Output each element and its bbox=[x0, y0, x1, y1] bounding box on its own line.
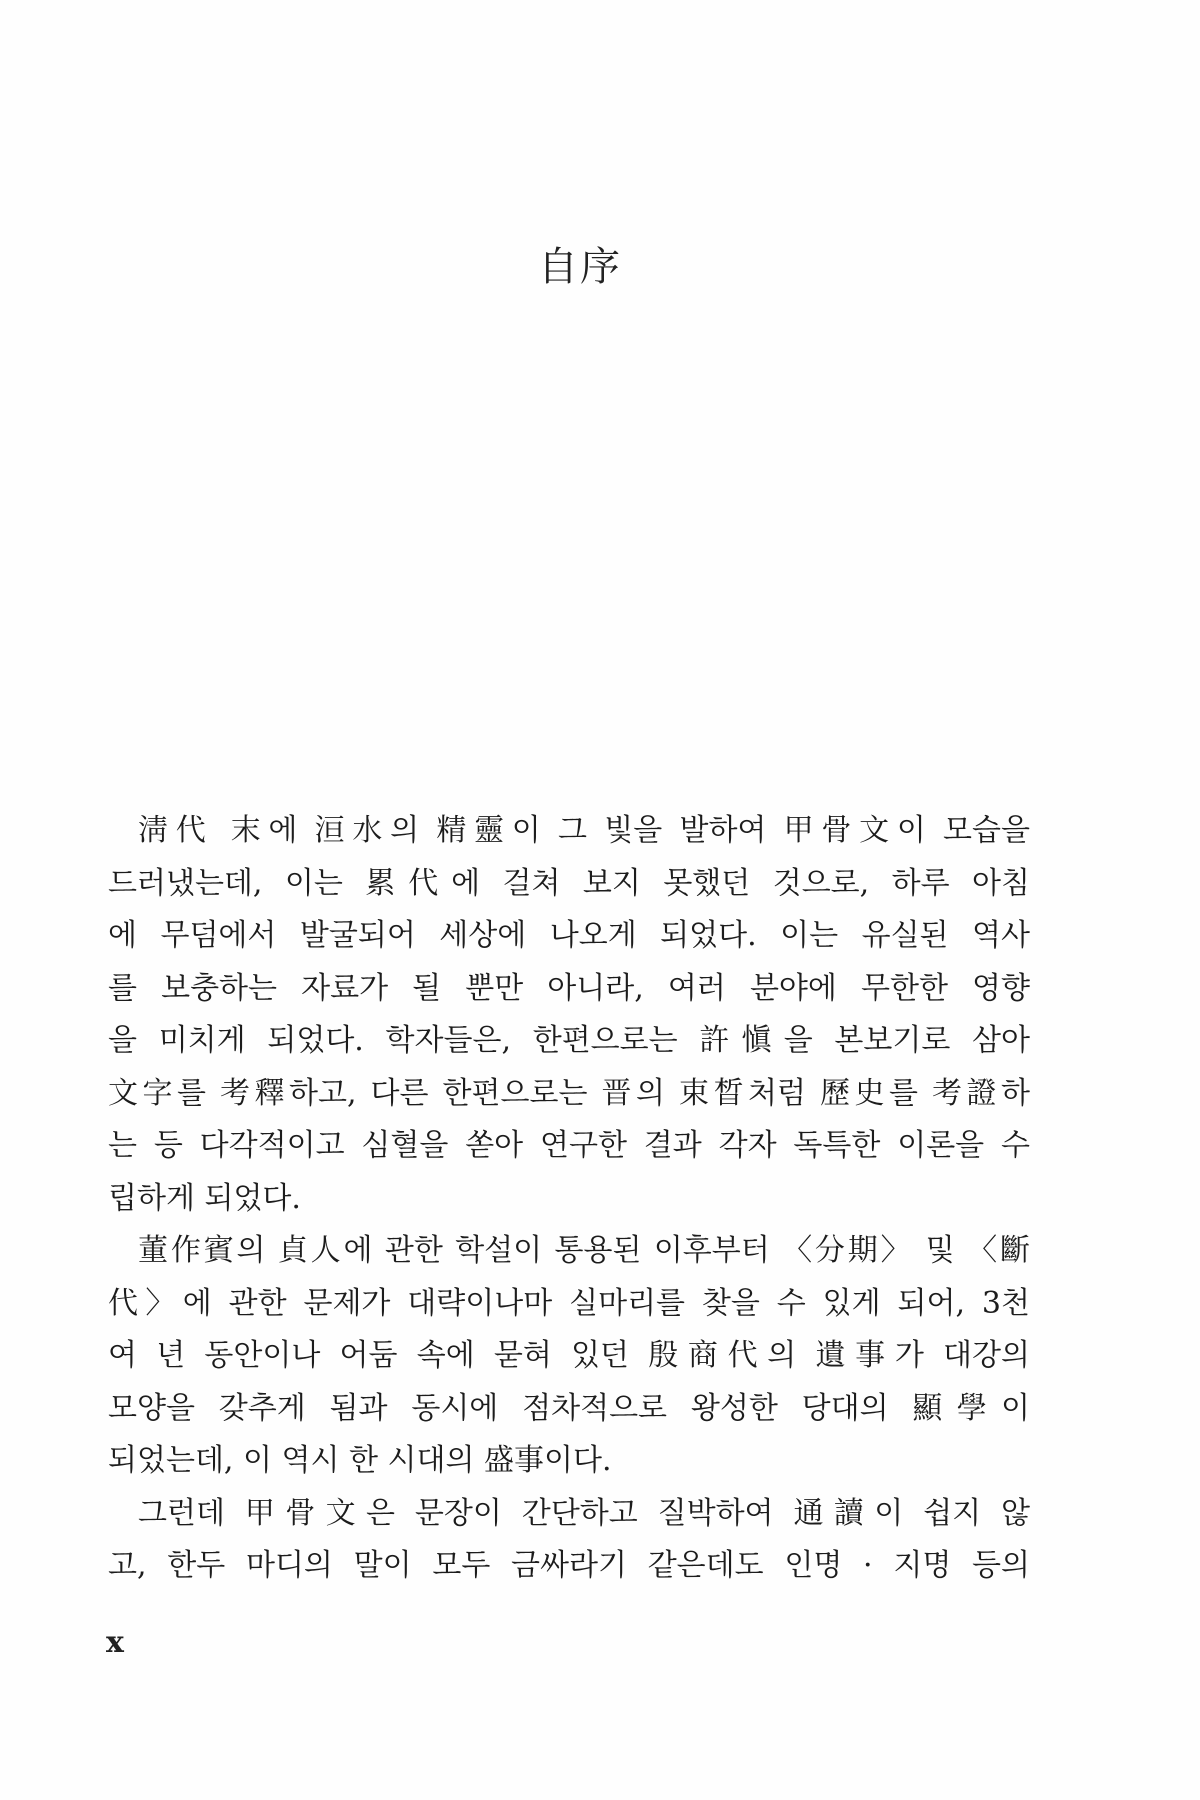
text-line: 文字를 考釋하고, 다른 한편으로는 晋의 束晳처럼 歷史를 考證하 bbox=[108, 1075, 1030, 1111]
text-line: 모양을 갖추게 됨과 동시에 점차적으로 왕성한 당대의 顯學이 bbox=[108, 1390, 1030, 1426]
text-line: 에 무덤에서 발굴되어 세상에 나오게 되었다. 이는 유실된 역사 bbox=[108, 918, 1030, 953]
page-title: 自序 bbox=[538, 244, 622, 290]
text-line: 淸代 末에 洹水의 精靈이 그 빛을 발하여 甲骨文이 모습을 bbox=[138, 813, 1030, 848]
text-line: 그런데 甲骨文은 문장이 간단하고 질박하여 通讀이 쉽지 않 bbox=[138, 1495, 1030, 1531]
text-line: 여 년 동안이나 어둠 속에 묻혀 있던 殷商代의 遺事가 대강의 bbox=[108, 1338, 1030, 1373]
text-line: 를 보충하는 자료가 될 뿐만 아니라, 여러 분야에 무한한 영향 bbox=[108, 970, 1030, 1006]
page-number: x bbox=[106, 1625, 124, 1660]
body-text bbox=[108, 805, 1030, 1593]
text-line: 립하게 되었다. bbox=[108, 1180, 301, 1216]
text-line: 代〉에 관한 문제가 대략이나마 실마리를 찾을 수 있게 되어, 3천 bbox=[108, 1285, 1030, 1321]
text-line: 드러냈는데, 이는 累代에 걸쳐 보지 못했던 것으로, 하루 아침 bbox=[108, 865, 1030, 901]
text-line: 는 등 다각적이고 심혈을 쏟아 연구한 결과 각자 독특한 이론을 수 bbox=[108, 1128, 1030, 1163]
text-line: 董作賓의 貞人에 관한 학설이 통용된 이후부터 〈分期〉 및 〈斷 bbox=[138, 1233, 1030, 1268]
text-line: 되었는데, 이 역시 한 시대의 盛事이다. bbox=[108, 1443, 612, 1478]
text-line: 고, 한두 마디의 말이 모두 금싸라기 같은데도 인명 · 지명 등의 bbox=[108, 1548, 1030, 1583]
text-line: 을 미치게 되었다. 학자들은, 한편으로는 許愼을 본보기로 삼아 bbox=[108, 1023, 1030, 1058]
